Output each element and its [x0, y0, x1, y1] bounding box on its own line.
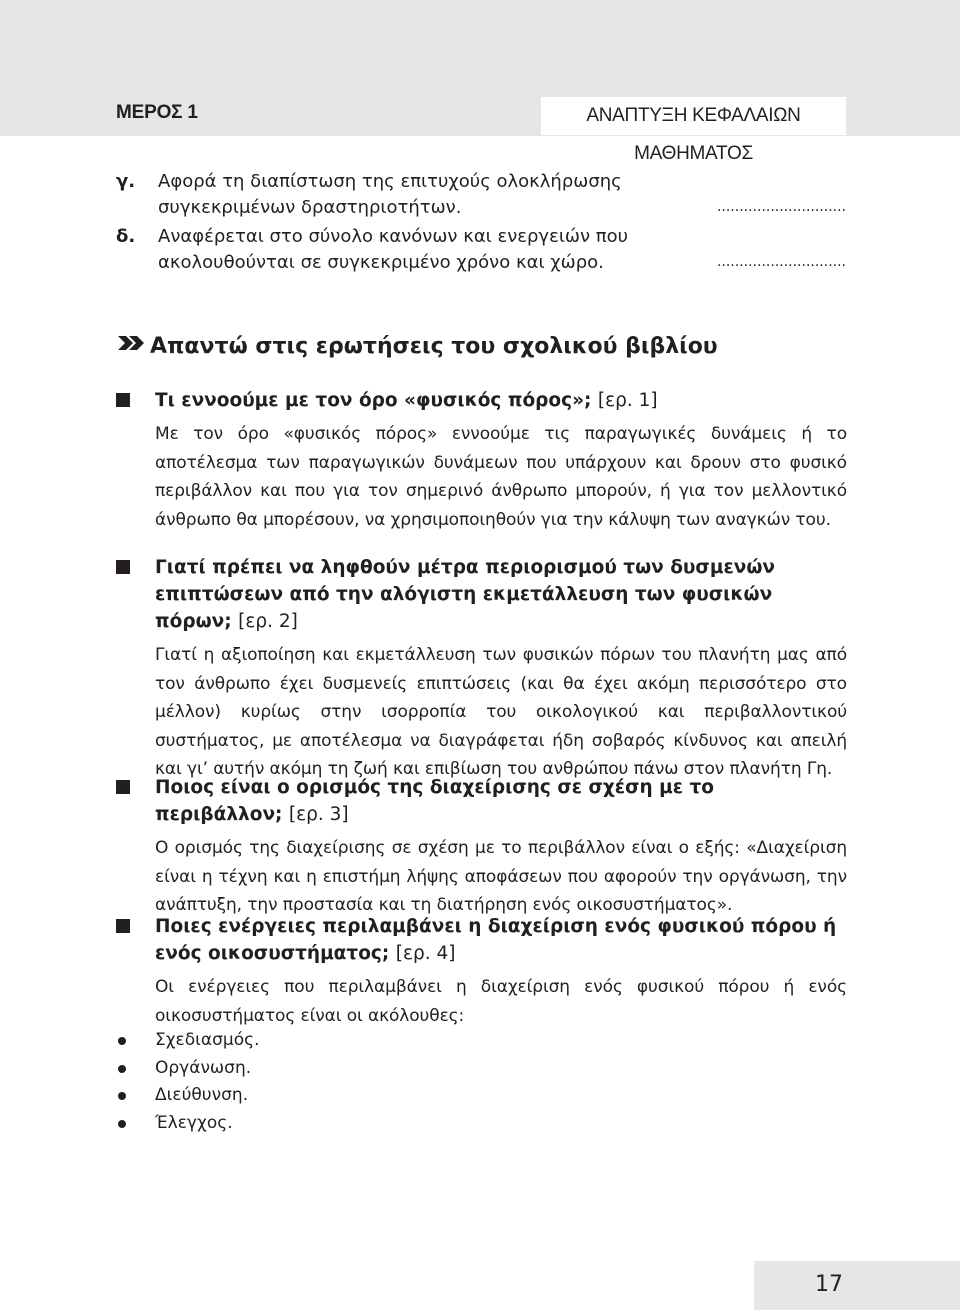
section-title-text: Απαντώ στις ερωτήσεις του σχολικού βιβλίου: [150, 334, 718, 359]
question-title: [155, 387, 847, 414]
answer-blank: .............................: [716, 199, 846, 215]
bullet-text: Σχεδιασμός.: [155, 1030, 260, 1050]
question-block: [116, 774, 847, 920]
part-label: ΜΕΡΟΣ 1: [116, 102, 198, 123]
item-text-line: Αφορά τη διαπίστωση της επιτυχούς ολοκλήρωσης: [158, 171, 622, 192]
question-text: Ποιος είναι ο ορισμός της διαχείρισης σε σχέση με το περιβάλλον;: [155, 777, 714, 825]
question-title: [155, 774, 847, 828]
question-text: Γιατί πρέπει να ληφθούν μέτρα περιορισμού των δυσμενών επιπτώσεων από την αλόγιστη εκμετάλλευση των φυσικών πόρων;: [155, 557, 776, 632]
item-text-line: Αναφέρεται στο σύνολο κανόνων και ενεργειών που: [158, 226, 629, 247]
bullet-text: Διεύθυνση.: [155, 1085, 249, 1105]
bullet-icon: [118, 1092, 126, 1100]
question-text: Ποιες ενέργειες περιλαμβάνει η διαχείριση ενός φυσικού πόρου ή ενός οικοσυστήματος;: [155, 916, 837, 964]
answer-text: Οι ενέργειες που περιλαμβάνει η διαχείριση ενός φυσικού πόρου ή ενός οικοσυστήματος είναι οι ακόλουθες:: [155, 977, 847, 1026]
item-text-line: συγκεκριμένων δραστηριοτήτων.: [158, 197, 462, 218]
question-ref: [ερ. 3]: [288, 804, 349, 825]
question-block: [116, 913, 847, 1030]
page-number: 17: [815, 1272, 843, 1297]
section-label: ΑΝΑΠΤΥΞΗ ΚΕΦΑΛΑΙΩΝ ΜΑΘΗΜΑΤΟΣ: [541, 97, 846, 135]
answer-text: Γιατί η αξιοποίηση και εκμετάλλευση των φυσικών πόρων του πλανήτη μας από τον άνθρωπο έχει δυσμενείς επιπτώσεις (και θα έχει ακόμη περισσότερο στο μέλλον) κυρίως στην ισορροπία του οικολογικού και περιβαλλοντικού συστήματος, με αποτέλεσμα να διαγράφεται ήδη σοβαρός κίνδυνος και απειλή και γι’ αυτήν ακόμη τη ζωή και επιβίωση του ανθρώπου πάνω στον πλανήτη Γη.: [155, 645, 847, 779]
question-block: [116, 387, 847, 534]
question-title: [155, 554, 847, 635]
bullet-list: [116, 1027, 259, 1137]
bullet-icon: [118, 1120, 126, 1128]
question-text: Τι εννοούμε με τον όρο «φυσικός πόρος»;: [155, 390, 592, 411]
list-item: [116, 1082, 259, 1110]
list-item: [116, 1027, 259, 1055]
question-ref: [ερ. 1]: [597, 390, 658, 411]
double-arrow-icon: [116, 333, 150, 359]
answer-blank: .............................: [716, 254, 846, 270]
item-letter: δ.: [116, 226, 136, 247]
question-title: [155, 913, 847, 967]
question-ref: [ερ. 4]: [395, 943, 456, 964]
square-bullet-icon: [116, 393, 130, 407]
item-text-line: ακολουθούνται σε συγκεκριμένο χρόνο και χώρο.: [158, 252, 604, 273]
item-letter: γ.: [116, 171, 136, 192]
square-bullet-icon: [116, 560, 130, 574]
page-number-box: [754, 1261, 960, 1310]
square-bullet-icon: [116, 780, 130, 794]
bullet-icon: [118, 1037, 126, 1045]
answer-text: Ο ορισμός της διαχείρισης σε σχέση με το περιβάλλον είναι ο εξής: «Διαχείριση είναι η τέχνη και η επιστήμη λήψης αποφάσεων που αφορούν την οργάνωση, την ανάπτυξη, την προστασία και τη διατήρηση ενός οικοσυστήματος».: [155, 838, 847, 915]
bullet-icon: [118, 1065, 126, 1073]
question-block: [116, 554, 847, 784]
list-item: [116, 1110, 259, 1138]
bullet-text: Οργάνωση.: [155, 1057, 252, 1078]
section-title: [116, 333, 718, 359]
square-bullet-icon: [116, 919, 130, 933]
list-item: [116, 1055, 259, 1083]
question-ref: [ερ. 2]: [238, 611, 298, 632]
bullet-text: Έλεγχος.: [155, 1112, 233, 1133]
answer-text: Με τον όρο «φυσικός πόρος» εννοούμε τις παραγωγικές δυνάμεις ή το αποτέλεσμα των παραγωγικών δυνάμεων που υπάρχουν και δρουν στο φυσικό περιβάλλον και που για τον σημερινό άνθρωπο μπορούν, ή για τον μελλοντικό άνθρωπο θα μπορέσουν, να χρησιμοποιηθούν για την κάλυψη των αναγκών του.: [155, 424, 847, 530]
